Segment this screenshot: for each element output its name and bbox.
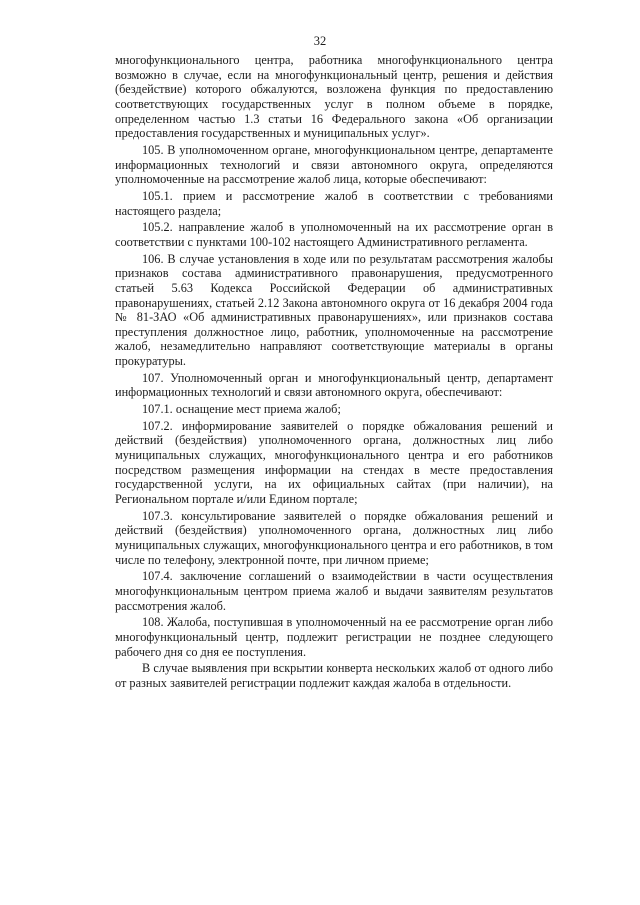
paragraph-105-1: 105.1. прием и рассмотрение жалоб в соответствии с требованиями настоящего раздела; [115,188,553,218]
paragraph-continuation: многофункционального центра, работника многофункционального центра возможно в случае, если на многофункциональный центр, решения и действия (бездействие) которого обжалуются, возложена функция по предоставлению соответствующих государственных услуг в полном объеме в порядке, определенном частью 1.3 статьи 16 Федерального закона «Об организации предоставления государственных и муниципальных услуг». [115,53,553,141]
document-body [115,53,553,693]
paragraph-108: 108. Жалоба, поступившая в уполномоченный на ее рассмотрение орган либо многофункциональный центр, подлежит регистрации не позднее следующего рабочего дня со дня ее поступления. [115,615,553,659]
paragraph-105: 105. В уполномоченном органе, многофункциональном центре, департаменте информационных технологий и связи автономного округа, определяются уполномоченные на рассмотрение жалоб лица, которые обеспечивают: [115,142,553,187]
paragraph-105-2: 105.2. направление жалоб в уполномоченный на их рассмотрение орган в соответствии с пунктами 100-102 настоящего Административного регламента. [115,220,553,249]
paragraph-multiple-complaints: В случае выявления при вскрытии конверта нескольких жалоб от одного либо от разных заявителей регистрации подлежит каждая жалоба в отдельности. [115,661,553,690]
paragraph-107-2: 107.2. информирование заявителей о порядке обжалования решений и действий (бездействия) уполномоченного органа, должностных лиц либо муниципальных служащих, многофункционального центра и его работников посредством размещения информации на стендах в месте предоставления государственной услуги, на их официальных сайтах (при наличии), на Региональном портале и/или Едином портале; [115,418,553,507]
paragraph-107: 107. Уполномоченный орган и многофункциональный центр, департамент информационных технологий и связи автономного округа, обеспечивают: [115,370,553,400]
paragraph-107-4: 107.4. заключение соглашений о взаимодействии в части осуществления многофункциональным центром приема жалоб и выдачи заявителям результатов рассмотрения жалоб. [115,569,553,613]
paragraph-107-1: 107.1. оснащение мест приема жалоб; [142,402,341,417]
paragraph-107-3: 107.3. консультирование заявителей о порядке обжалования решений и действий (бездействия) уполномоченного органа, должностных лиц либо муниципальных служащих, многофункционального центра и его работников, в том числе по телефону, электронной почте, при личном приеме; [115,508,553,567]
paragraph-106: 106. В случае установления в ходе или по результатам рассмотрения жалобы признаков состава административного правонарушения, предусмотренного статьей 5.63 Кодекса Российской Федерации об административных правонарушениях, статьей 2.12 Закона автономного округа от 16 декабря 2004 года № 81-ЗАО «Об административных правонарушениях», или признаков состава преступления должностное лицо, работник, уполномоченные на рассмотрение жалоб, незамедлительно направляют соответствующие материалы в органы прокуратуры. [115,251,553,369]
page-number: 32 [313,34,327,48]
